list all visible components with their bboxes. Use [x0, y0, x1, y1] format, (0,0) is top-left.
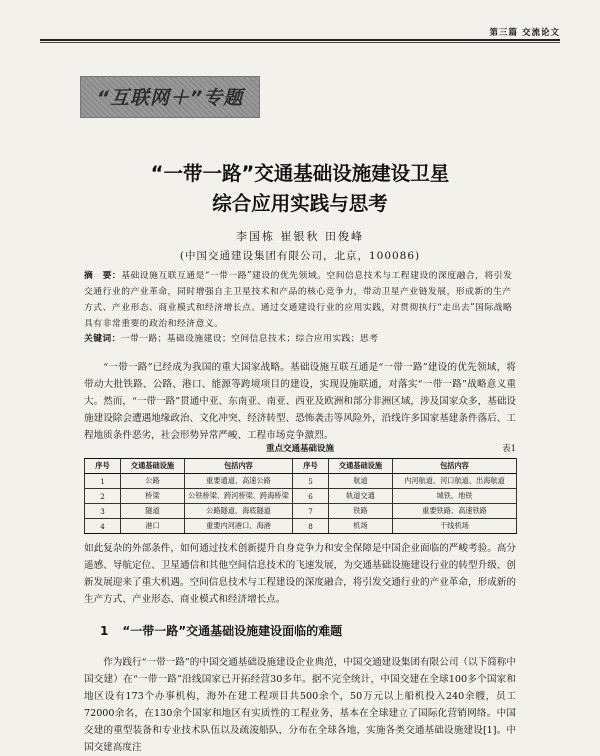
table-header-cell: 序号 [85, 459, 121, 474]
table-cell: 4 [85, 519, 121, 534]
table-row [85, 504, 517, 519]
table-cell: 8 [293, 519, 329, 534]
paper-title-line-1: “一带一路”交通基础设施建设卫星 [150, 162, 450, 185]
table-header-row [85, 459, 517, 474]
table-cell: 干线机场 [393, 519, 517, 534]
infrastructure-table [84, 458, 517, 534]
table-cell: 重要内河港口、海港 [185, 519, 293, 534]
topic-banner [80, 76, 260, 118]
table-cell: 隧道 [121, 504, 185, 519]
table-cell: 公路 [121, 474, 185, 489]
table-row [85, 489, 517, 504]
section-title: “一带一路”交通基础设施建设面临的难题 [122, 624, 343, 638]
body-paragraph-2: 如此复杂的外部条件，如何通过技术创新提升自身竞争力和安全保障是中国企业面临的严峻考验。高分遥感、导航定位、卫星通信和其他空间信息技术的飞速发展，为交通基础设施建设行业的转型升级、创新发展迎来了重大机遇。空间信息技术与工程建设的深度融合，将引发交通行业的产业革命，形成新的生产方式、产业形态、商业模式和经济增长点。 [84, 543, 516, 605]
header-rule [40, 39, 560, 41]
abstract [84, 268, 516, 332]
authors: 李国栋 崔银秋 田俊峰 [236, 230, 364, 243]
table-cell: 公路隧道、海底隧道 [185, 504, 293, 519]
table-cell: 轨道交通 [329, 489, 393, 504]
table-cell: 铁路 [329, 504, 393, 519]
table-label: 表1 [502, 444, 516, 454]
table-title: 重点交通基础设施 [265, 444, 334, 454]
table-cell: 2 [85, 489, 121, 504]
header-rule-thin [40, 42, 560, 43]
table-cell: 航道 [329, 474, 393, 489]
body-paragraph-1: “一带一路”已经成为我国的重大国家战略。基础设施互联互通是“一带一路”建设的优先领域，将带动大批铁路、公路、港口、能源等跨境项目的建设，实现设施联通，对落实“一带一路”战略意义重大。然而，“一带一路”贯通中亚、东南亚、南亚、西亚及欧洲和部分非洲区域，涉及国家众多，基础设施建设除会遭遇地缘政治、文化冲突、经济转型、恐怖袭击等风险外，沿线许多国家基建条件落后、工程地质条件恶劣，社会形势异常严峻、工程市场竞争激烈。 [84, 362, 516, 441]
abstract-text: 基础设施互联互通是“一带一路”建设的优先领域。空间信息技术与工程建设的深度融合，将引发交通行业的产业革命，同时增强自主卫星技术和产品的核心竞争力，带动卫星产业链发展，形成新的生产方式、产业形态、商业模式和经济增长点。通过交通建设行业的应用实践，对贯彻执行“走出去”国际战略具有非常重要的政治和经济意义。 [84, 271, 513, 329]
keywords-label: 关键词： [84, 334, 121, 344]
topic-banner-text: “互联网＋”专题 [96, 87, 244, 109]
table-cell: 重要铁路、高速铁路 [393, 504, 517, 519]
table-header-cell: 序号 [293, 459, 329, 474]
table-row [85, 474, 517, 489]
table-cell: 港口 [121, 519, 185, 534]
running-header: 第三篇 交流论文 [489, 28, 560, 38]
table-header-cell: 交通基础设施 [121, 459, 185, 474]
table-cell: 内河航道、河口航道、出海航道 [393, 474, 517, 489]
table-cell: 机场 [329, 519, 393, 534]
paper-title-line-2: 综合应用实践与思考 [212, 192, 388, 215]
section-number: 1 [100, 624, 109, 638]
table-cell: 3 [85, 504, 121, 519]
table-cell: 桥梁 [121, 489, 185, 504]
table-cell: 6 [293, 489, 329, 504]
table-header-cell: 交通基础设施 [329, 459, 393, 474]
table-cell: 1 [85, 474, 121, 489]
table-header-cell: 包括内容 [393, 459, 517, 474]
table-row [85, 519, 517, 534]
table-cell: 重要通道、高速公路 [185, 474, 293, 489]
keywords-text: 一带一路；基础设施建设；空间信息技术；综合应用实践；思考 [120, 334, 379, 344]
body-paragraph-3: 作为践行“一带一路”的中国交通基础设施建设企业典范，中国交通建设集团有限公司（以下简称中国交建）在“一带一路”沿线国家已开拓经营30多年。据不完全统计，中国交建在全球100多个国家和地区设有173个办事机构，海外在建工程项目共500余个，50万元以上船机投入240余艘，员工72000余名，在130余个国家和地区有实质性的工程业务，基本在全球建立了国际化营销网络。中国交建的重型装备和专业技术队伍以及疏浚船队，分布在全球各地，实施各类交通基础设施建设[1]。中国交建高度注 [84, 657, 516, 753]
keywords [84, 331, 516, 344]
table-header-cell: 包括内容 [185, 459, 293, 474]
table-cell: 7 [293, 504, 329, 519]
section-heading [100, 622, 342, 639]
abstract-label: 摘 要： [84, 271, 122, 281]
table-cell: 公铁桥梁、跨河桥梁、跨海桥梁 [185, 489, 293, 504]
table-cell: 5 [293, 474, 329, 489]
table-cell: 城铁、地铁 [393, 489, 517, 504]
affiliation: (中国交通建设集团有限公司，北京，100086) [179, 250, 421, 262]
